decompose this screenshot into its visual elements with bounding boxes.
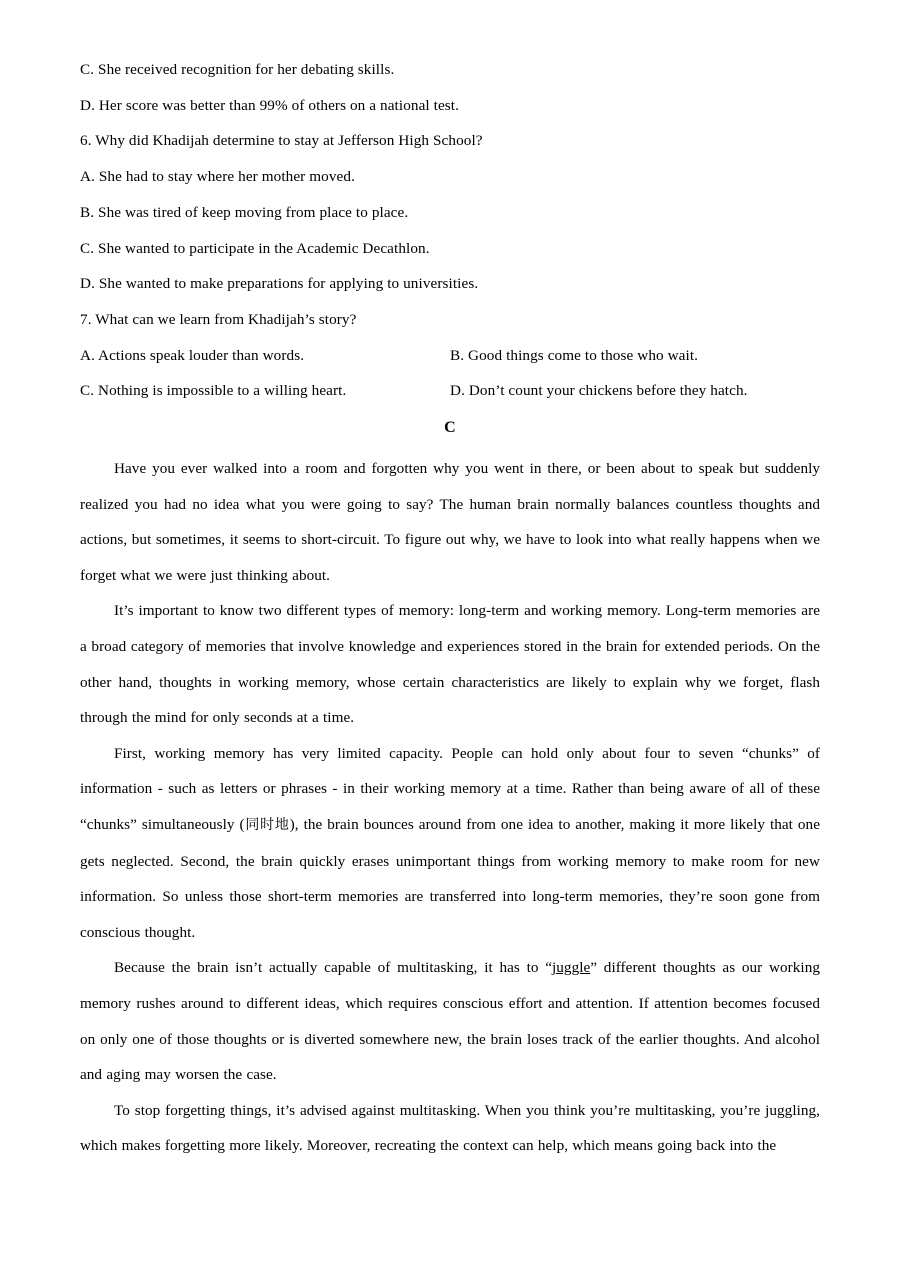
question-option: B. She was tired of keep moving from place to place. — [80, 203, 409, 221]
passage-paragraph: To stop forgetting things, it’s advised against multitasking. When you think you’re multitasking, you’re juggling, which makes forgetting more likely. Moreover, recreating the context can help, which means going back into the — [80, 1101, 820, 1155]
passage-paragraph — [80, 736, 820, 951]
question-option: A. Actions speak louder than words. — [80, 346, 305, 364]
passage-text: ), the brain bounces around from one idea to another, making it more likely that one gets neglected. Second, the brain quickly erases unimportant things from working memory to make room for new information. So unless those short-term memories are transferred into long-term memories, they’re soon gone from conscious thought. — [80, 815, 820, 941]
passage-paragraph — [80, 950, 820, 1092]
passage-text: ” different thoughts as our working memory rushes around to different ideas, which requires conscious effort and attention. If attention becomes focused on only one of those thoughts or is diverted somewhere new, the brain loses track of the earlier thoughts. And alcohol and aging may worsen the case. — [80, 959, 820, 1084]
question-option: C. She received recognition for her debating skills. — [80, 61, 395, 78]
question-option: C. Nothing is impossible to a willing heart. — [80, 382, 347, 400]
question-option: A. She had to stay where her mother moved. — [80, 168, 355, 186]
page-content — [80, 62, 820, 1164]
question-option: B. Good things come to those who wait. — [450, 346, 699, 364]
question-option: D. Don’t count your chickens before they hatch. — [450, 382, 748, 400]
section-heading: C — [444, 419, 456, 437]
passage-text: Because the brain isn’t actually capable of multitasking, it has to “ — [114, 959, 553, 977]
passage-paragraph: It’s important to know two different types of memory: long-term and working memory. Long-term memories are a broad category of memories that involve knowledge and experiences stored in the brain for extended periods. On the other hand, thoughts in working memory, whose certain characteristics are likely to explain why we forget, flash through the mind for only seconds at a time. — [80, 602, 820, 727]
question-stem: 7. What can we learn from Khadijah’s story? — [80, 310, 357, 328]
chinese-gloss: 同时地 — [244, 816, 290, 833]
underlined-word: juggle — [552, 959, 591, 977]
question-option: D. She wanted to make preparations for applying to universities. — [80, 275, 479, 293]
question-option: D. Her score was better than 99% of others on a national test. — [80, 96, 460, 114]
question-option: C. She wanted to participate in the Academic Decathlon. — [80, 239, 430, 257]
passage-paragraph: Have you ever walked into a room and forgotten why you went in there, or been about to speak but suddenly realized you had no idea what you were going to say? The human brain normally balances countless thoughts and actions, but sometimes, it seems to short-circuit. To figure out why, we have to look into what really happens when we forget what we were just thinking about. — [80, 460, 820, 584]
question-options-row — [80, 348, 820, 363]
question-options-row — [80, 383, 820, 398]
question-stem: 6. Why did Khadijah determine to stay at Jefferson High School? — [80, 132, 483, 150]
passage-text: First, working memory has very limited capacity. People can hold only about four to seven “chunks” of information - such as letters or phrases - in their working memory at a time. Rather than being aware of all of these “chunks” simultaneously ( — [80, 744, 820, 833]
